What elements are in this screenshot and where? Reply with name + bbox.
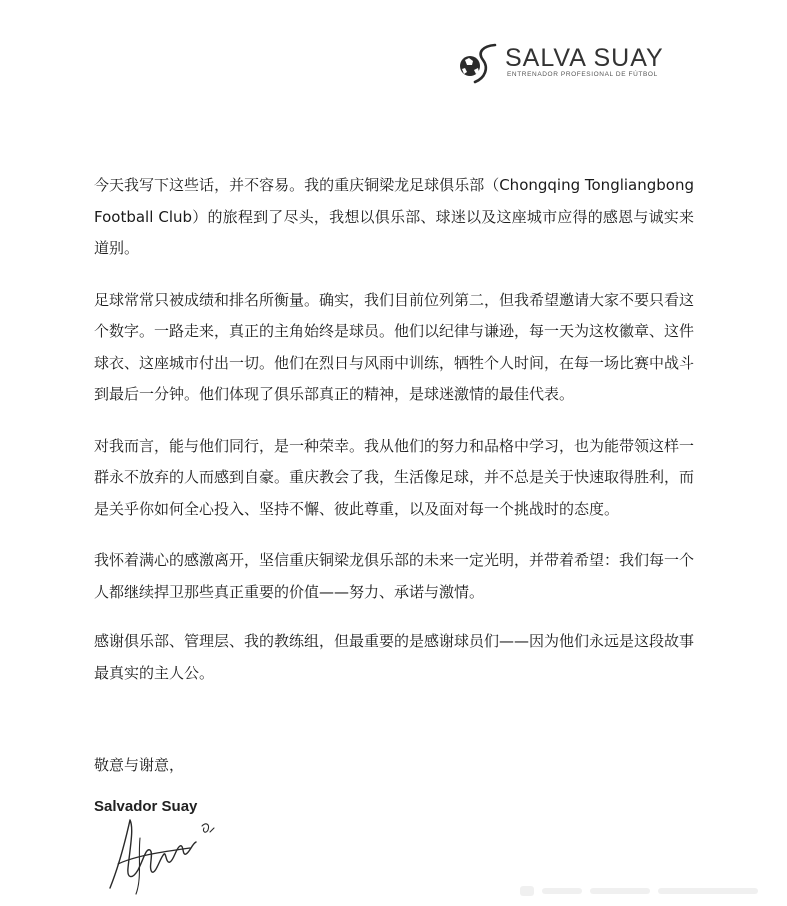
paragraph-honor: 对我而言，能与他们同行，是一种荣幸。我从他们的努力和品格中学习，也为能带领这样一群永不放弃的人而感到自豪。重庆教会了我，生活像足球，并不总是关于快速取得胜利，而是关乎你如何全心投入、坚持不懈、彼此尊重，以及面对每一个挑战时的态度。	[94, 436, 695, 518]
handwritten-signature	[100, 808, 240, 898]
letter-body	[94, 170, 694, 709]
signer-name: Salvador Suay	[94, 798, 198, 815]
paragraph-gratitude: 我怀着满心的感激离开，坚信重庆铜梁龙俱乐部的未来一定光明，并带着希望：我们每一个人都继续捍卫那些真正重要的价值——努力、承诺与激情。	[94, 551, 695, 601]
paragraph-players: 足球常常只被成绩和排名所衡量。确实，我们目前位列第二，但我希望邀请大家不要只看这个数字。一路走来，真正的主角始终是球员。他们以纪律与谦逊，每一天为这枚徽章、这件球衣、这座城市付出一切。他们在烈日与风雨中训练，牺牲个人时间，在每一场比赛中战斗到最后一分钟。他们体现了俱乐部真正的精神，是球迷激情的最佳代表。	[94, 290, 695, 403]
brand-name: SALVA SUAY	[505, 44, 664, 72]
paragraph-farewell: 今天我写下这些话，并不容易。我的重庆铜梁龙足球俱乐部（Chongqing Tongliangbong Football Club）的旅程到了尽头，我想以俱乐部、球迷以及这座城市应得的感恩与诚实来道别。	[94, 176, 694, 257]
brand-tagline: ENTRENADOR PROFESIONAL DE FÚTBOL	[507, 71, 658, 78]
paragraph-thanks: 感谢俱乐部、管理层、我的教练组，但最重要的是感谢球员们——因为他们永远是这段故事最真实的主人公。	[94, 632, 695, 682]
watermark	[520, 880, 770, 900]
football-s-logo-icon	[455, 42, 501, 84]
signoff: 敬意与谢意，	[94, 756, 185, 774]
letterhead	[455, 40, 685, 86]
